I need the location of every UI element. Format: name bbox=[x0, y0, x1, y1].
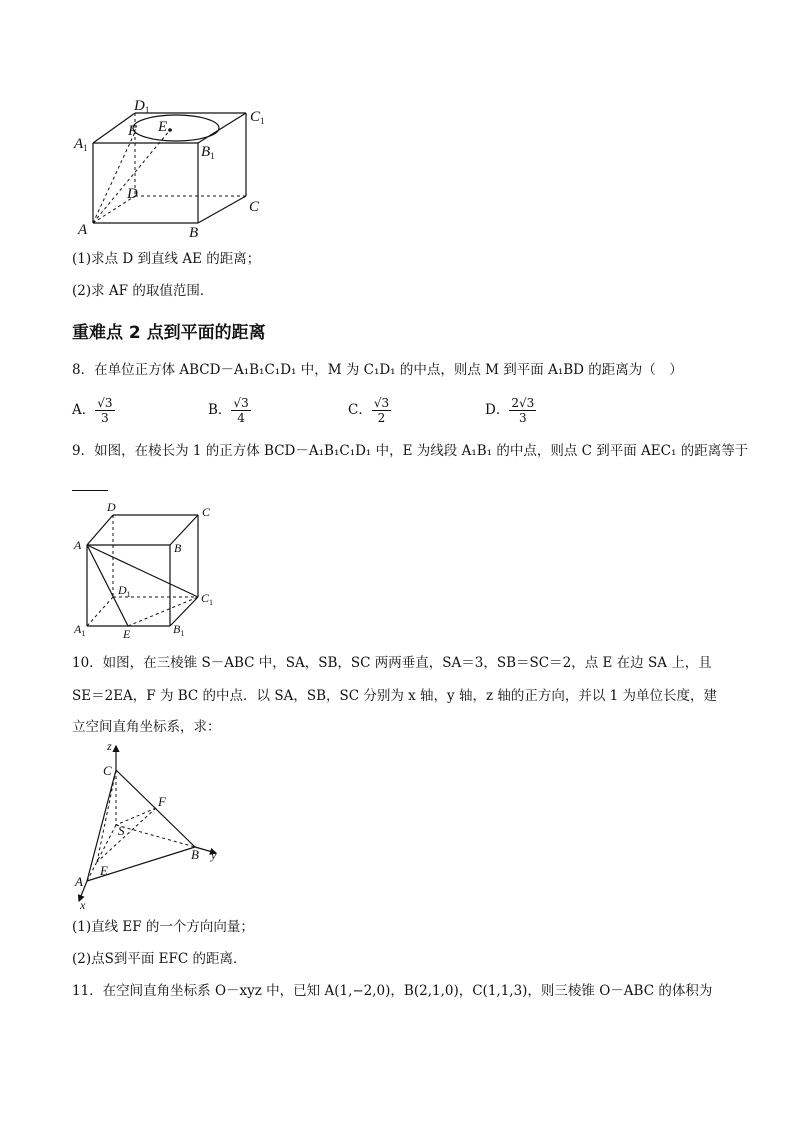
cube2-label-D1: $D_1$ bbox=[118, 583, 131, 599]
tet-label-x: x bbox=[80, 898, 86, 910]
cube2-label-C: C bbox=[202, 505, 211, 519]
q10-line1: 10．如图，在三棱锥 S－ABC 中，SA，SB，SC 两两垂直，SA＝3，SB＝SC＝2，点 E 在边 SA 上，且 bbox=[72, 655, 712, 671]
cube2-label-D: D bbox=[107, 500, 116, 514]
tet-label-S: S bbox=[118, 823, 125, 838]
q8-option-b: B． $\frac{√3}{4}$ bbox=[208, 396, 249, 425]
tet-label-B: B bbox=[191, 847, 199, 862]
figure-unit-cube bbox=[70, 498, 230, 643]
cube2-label-A1: $A_1$ bbox=[74, 622, 86, 638]
cube2-label-E: E bbox=[123, 627, 131, 641]
q8-stem: 8．在单位正方体 ABCD－A₁B₁C₁D₁ 中，M 为 C₁D₁ 的中点，则点 M 到平面 A₁BD 的距离为（ ） bbox=[72, 362, 683, 378]
figure-tetrahedron bbox=[70, 738, 235, 910]
label-C1: $C_1$ bbox=[250, 109, 265, 126]
tet-label-z: z bbox=[107, 739, 112, 753]
tet-label-y: y bbox=[211, 848, 217, 862]
tet-label-C: C bbox=[103, 763, 112, 778]
q7-part1: (1)求点 D 到直线 AE 的距离； bbox=[72, 251, 261, 267]
label-F: F bbox=[128, 123, 138, 139]
q8-option-d: D． $\frac{2√3}{3}$ bbox=[485, 396, 535, 425]
q10-line3: 立空间直角坐标系，求： bbox=[72, 719, 221, 735]
label-C: C bbox=[249, 199, 260, 215]
label-B: B bbox=[189, 225, 199, 240]
tet-label-A: A bbox=[75, 874, 83, 889]
label-E: E bbox=[158, 119, 168, 135]
cube2-label-C1: $C_1$ bbox=[201, 591, 214, 607]
tet-label-E: E bbox=[100, 863, 108, 878]
cube2-label-B: B bbox=[174, 541, 182, 555]
q10-part1: (1)直线 EF 的一个方向向量； bbox=[72, 919, 254, 935]
label-A1: $A_1$ bbox=[74, 136, 88, 153]
q10-part2: (2)点S到平面 EFC 的距离． bbox=[72, 951, 247, 967]
figure-cube-ellipse bbox=[70, 95, 280, 240]
q9-stem: 9．如图，在棱长为 1 的正方体 BCD－A₁B₁C₁D₁ 中，E 为线段 A₁B₁ 的中点，则点 C 到平面 AEC₁ 的距离等于 bbox=[72, 443, 749, 459]
q8-option-a: A． $\frac{√3}{3}$ bbox=[72, 396, 113, 425]
q8-option-c: C． $\frac{√3}{2}$ bbox=[348, 396, 390, 425]
cube2-label-B1: $B_1$ bbox=[173, 622, 185, 638]
tet-label-F: F bbox=[158, 794, 166, 809]
q9-answer-blank bbox=[72, 476, 108, 495]
label-B1: $B_1$ bbox=[201, 144, 215, 161]
q7-part2: (2)求 AF 的取值范围． bbox=[72, 283, 214, 299]
label-D: D bbox=[127, 186, 138, 202]
label-A: A bbox=[78, 222, 88, 238]
q11-stem: 11．在空间直角坐标系 O－xyz 中，已知 A(1,−2,0)，B(2,1,0)，C(1,1,3)，则三棱锥 O－ABC 的体积为 bbox=[72, 983, 713, 999]
q10-line2: SE＝2EA，F 为 BC 的中点．以 SA，SB，SC 分别为 x 轴，y 轴，z 轴的正方向，并以 1 为单位长度，建 bbox=[72, 688, 718, 704]
section-title: 重难点 2 点到平面的距离 bbox=[72, 323, 266, 343]
cube2-label-A: A bbox=[74, 538, 82, 552]
label-D1: $D_1$ bbox=[134, 98, 150, 115]
